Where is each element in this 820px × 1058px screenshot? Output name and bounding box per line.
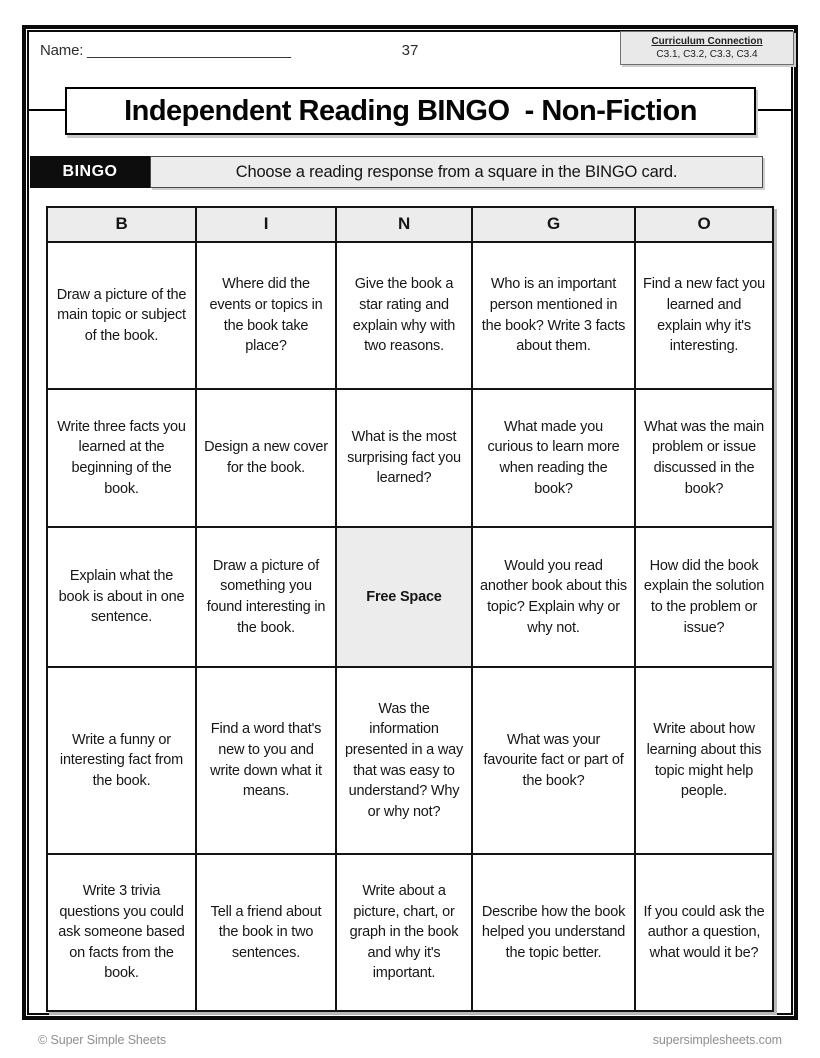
curriculum-connection-box — [620, 31, 794, 65]
bingo-header-cell: O — [636, 208, 772, 243]
website-link: supersimplesheets.com — [652, 1033, 782, 1047]
bingo-cell: Give the book a star rating and explain why with two reasons. — [337, 243, 473, 390]
curriculum-connection-title: Curriculum Connection — [651, 35, 763, 47]
bingo-cell: What was the main problem or issue discussed in the book? — [636, 390, 772, 528]
bingo-header-cell: I — [197, 208, 337, 243]
bingo-cell: If you could ask the author a question, what would it be? — [643, 903, 765, 961]
bingo-cell: Write a funny or interesting fact from the book. — [48, 668, 197, 855]
bingo-cell: Find a word that's new to you and write down what it means. — [197, 668, 337, 855]
bingo-cell: What is the most surprising fact you learned? — [337, 390, 473, 528]
bingo-cell: Write 3 trivia questions you could ask someone based on facts from the book. — [48, 855, 197, 1010]
bingo-grid — [46, 206, 774, 1012]
bingo-cell: What was your favourite fact or part of the book? — [473, 668, 636, 855]
bingo-cell: Write about how learning about this topic might help people. — [636, 668, 772, 855]
bingo-header-cell: B — [48, 208, 197, 243]
copyright-text: © Super Simple Sheets — [38, 1033, 167, 1047]
bingo-header-cell: N — [337, 208, 473, 243]
bingo-cell: Would you read another book about this topic? Explain why or why not. — [473, 528, 636, 668]
bingo-cell: Who is an important person mentioned in the book? Write 3 facts about them. — [473, 243, 636, 390]
name-blank-line: _________________________ — [87, 42, 291, 59]
name-label: Name: — [40, 42, 84, 59]
bingo-cell: Was the information presented in a way that was easy to understand? Why or why not? — [337, 668, 473, 855]
bingo-cell: Tell a friend about the book in two sentences. — [197, 855, 337, 1010]
bingo-section-label: BINGO — [30, 156, 150, 188]
bingo-header-cell: G — [473, 208, 636, 243]
bingo-cell: Design a new cover for the book. — [197, 390, 337, 528]
worksheet-title: Independent Reading BINGO - Non-Fiction — [65, 87, 756, 135]
bingo-cell: Write about a picture, chart, or graph in the book and why it's important. — [337, 855, 473, 1010]
bingo-cell: Find a new fact you learned and explain why it's interesting. — [636, 243, 772, 390]
bingo-cell: Explain what the book is about in one sentence. — [48, 528, 197, 668]
bingo-free-space-cell: Free Space — [337, 528, 473, 668]
page-number: 37 — [401, 42, 419, 59]
bingo-cell: Draw a picture of the main topic or subject of the book. — [48, 243, 197, 390]
bingo-cell: Where did the events or topics in the book take place? — [197, 243, 337, 390]
instruction-text: Choose a reading response from a square in the BINGO card. — [150, 156, 763, 188]
bingo-cell: Draw a picture of something you found interesting in the book. — [197, 528, 337, 668]
bingo-cell: What made you curious to learn more when reading the book? — [473, 390, 636, 528]
bingo-cell: Describe how the book helped you understand the topic better. — [473, 855, 636, 1010]
curriculum-connection-codes: C3.1, C3.2, C3.3, C3.4 — [656, 49, 758, 60]
bingo-cell: How did the book explain the solution to the problem or issue? — [636, 528, 772, 668]
bingo-cell: Write three facts you learned at the beginning of the book. — [48, 390, 197, 528]
